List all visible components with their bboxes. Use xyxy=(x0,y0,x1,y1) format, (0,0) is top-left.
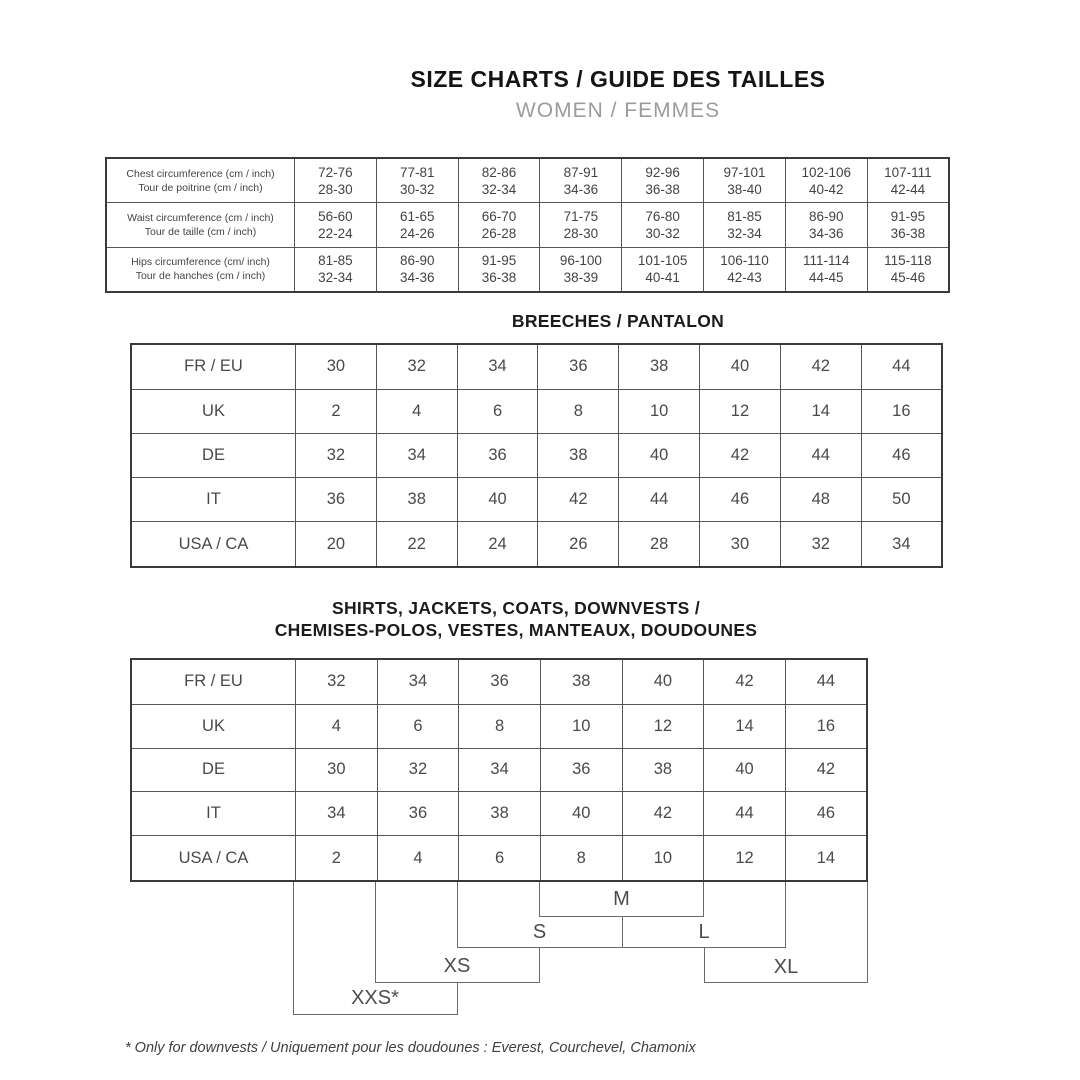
size-value-cell: 12 xyxy=(704,836,786,881)
size-value-cell: 34 xyxy=(459,748,541,792)
breeches-heading: BREECHES / PANTALON xyxy=(511,311,725,331)
size-value-cell: 26 xyxy=(538,522,619,567)
breeches-size-row xyxy=(131,478,942,522)
measurement-inch-range: 42-44 xyxy=(890,181,926,197)
breeches-size-row xyxy=(131,433,942,477)
breeches-size-table xyxy=(130,343,943,568)
size-system-label: FR / EU xyxy=(131,344,296,389)
measurement-cm-range: 81-85 xyxy=(318,253,353,269)
breeches-size-row xyxy=(131,522,942,567)
measurement-cm-range: 72-76 xyxy=(318,164,353,180)
size-value-cell: 32 xyxy=(296,659,378,704)
measurement-row-label xyxy=(106,203,295,247)
size-system-label: DE xyxy=(131,748,296,792)
size-value-cell: 22 xyxy=(376,522,457,567)
size-value-cell: 32 xyxy=(780,522,861,567)
measurement-inch-range: 24-26 xyxy=(399,225,435,241)
size-value-cell: 14 xyxy=(785,836,867,881)
shirts-heading-line1: SHIRTS, JACKETS, COATS, DOWNVESTS / xyxy=(331,598,700,618)
measurement-inch-range: 42-43 xyxy=(727,270,762,286)
size-value-cell: 50 xyxy=(861,478,942,522)
measurement-cm-range: 92-96 xyxy=(645,164,680,180)
size-value-cell: 20 xyxy=(296,522,377,567)
measurement-cell xyxy=(867,247,949,292)
measurement-cell xyxy=(540,203,622,247)
size-value-cell: 32 xyxy=(376,344,457,389)
size-value-cell: 40 xyxy=(540,792,622,836)
size-system-label: FR / EU xyxy=(131,659,296,704)
size-value-cell: 38 xyxy=(459,792,541,836)
measurement-cm-range: 107-111 xyxy=(884,164,932,180)
measurement-cm-range: 81-85 xyxy=(727,208,762,224)
measurement-cell xyxy=(704,203,786,247)
measurement-cell xyxy=(867,158,949,203)
size-value-cell: 34 xyxy=(376,433,457,477)
size-value-cell: 14 xyxy=(780,389,861,433)
measurement-cm-range: 106-110 xyxy=(720,253,769,269)
size-value-cell: 34 xyxy=(377,659,459,704)
footnote: * Only for downvests / Uniquement pour les doudounes : Everest, Courchevel, Chamonix xyxy=(125,1040,696,1056)
measurement-cell xyxy=(785,203,867,247)
size-value-cell: 10 xyxy=(540,704,622,748)
measurement-cm-range: 102-106 xyxy=(801,164,852,180)
measurement-cm-range: 66-70 xyxy=(481,208,517,224)
measurement-cm-range: 76-80 xyxy=(645,208,680,224)
size-value-cell: 12 xyxy=(700,389,781,433)
shirts-heading-line2: CHEMISES-POLOS, VESTES, MANTEAUX, DOUDOUNES xyxy=(274,619,758,640)
measurement-cm-range: 61-65 xyxy=(399,208,435,224)
size-value-cell: 42 xyxy=(780,344,861,389)
size-value-cell: 4 xyxy=(296,704,378,748)
measurement-cell xyxy=(622,247,704,292)
size-value-cell: 10 xyxy=(622,836,704,881)
measurement-inch-range: 45-46 xyxy=(890,270,926,286)
size-value-cell: 34 xyxy=(861,522,942,567)
measurement-cell xyxy=(704,158,786,203)
size-value-cell: 32 xyxy=(377,748,459,792)
size-value-cell: 42 xyxy=(538,478,619,522)
measurement-cell xyxy=(867,203,949,247)
measurement-inch-range: 38-40 xyxy=(727,181,762,197)
size-value-cell: 36 xyxy=(538,344,619,389)
measurement-cell xyxy=(295,203,377,247)
size-value-cell: 44 xyxy=(780,433,861,477)
measurement-cell xyxy=(785,247,867,292)
size-value-cell: 34 xyxy=(457,344,538,389)
size-value-cell: 2 xyxy=(296,836,378,881)
measurement-cm-range: 97-101 xyxy=(723,164,766,180)
size-value-cell: 38 xyxy=(538,433,619,477)
measurement-cm-range: 77-81 xyxy=(399,164,435,180)
shirts-size-row xyxy=(131,659,867,704)
size-system-label: IT xyxy=(131,478,296,522)
size-value-cell: 2 xyxy=(296,389,377,433)
size-system-label: USA / CA xyxy=(131,836,296,881)
size-value-cell: 38 xyxy=(540,659,622,704)
size-value-cell: 36 xyxy=(540,748,622,792)
measurement-cm-range: 56-60 xyxy=(318,208,353,224)
size-value-cell: 24 xyxy=(457,522,538,567)
measurement-cell xyxy=(785,158,867,203)
measurements-table xyxy=(105,157,950,293)
size-value-cell: 8 xyxy=(459,704,541,748)
measurement-cell xyxy=(622,203,704,247)
size-system-label: USA / CA xyxy=(131,522,296,567)
size-value-cell: 48 xyxy=(780,478,861,522)
bracket-xs-right-line xyxy=(539,948,540,983)
shirts-size-row xyxy=(131,704,867,748)
measurement-inch-range: 34-36 xyxy=(399,270,435,286)
measurement-label-en: Chest circumference (cm / inch) xyxy=(126,167,275,180)
measurement-cm-range: 101-105 xyxy=(637,253,688,269)
page-subtitle: WOMEN / FEMMES xyxy=(515,99,721,122)
measurement-cell xyxy=(376,203,458,247)
shirts-heading xyxy=(275,598,758,641)
measurement-inch-range: 36-38 xyxy=(481,270,517,286)
size-value-cell: 30 xyxy=(700,522,781,567)
measurement-inch-range: 34-36 xyxy=(563,181,599,197)
size-value-cell: 36 xyxy=(459,659,541,704)
size-value-cell: 28 xyxy=(619,522,700,567)
size-value-cell: 6 xyxy=(459,836,541,881)
measurement-cm-range: 82-86 xyxy=(481,164,517,180)
measurement-inch-range: 32-34 xyxy=(481,181,517,197)
size-value-cell: 6 xyxy=(457,389,538,433)
size-value-cell: 42 xyxy=(622,792,704,836)
size-value-cell: 46 xyxy=(785,792,867,836)
measurement-row-label xyxy=(106,158,295,203)
size-value-cell: 40 xyxy=(700,344,781,389)
measurement-cm-range: 91-95 xyxy=(481,253,517,269)
size-value-cell: 42 xyxy=(700,433,781,477)
size-value-cell: 44 xyxy=(785,659,867,704)
size-label-l: L xyxy=(698,921,710,943)
measurement-cell xyxy=(458,203,540,247)
measurement-inch-range: 36-38 xyxy=(645,181,680,197)
size-system-label: UK xyxy=(131,389,296,433)
measurement-label-en: Hips circumference (cm/ inch) xyxy=(131,256,270,269)
measurement-inch-range: 40-41 xyxy=(645,270,680,286)
size-value-cell: 4 xyxy=(377,836,459,881)
measurement-cm-range: 111-114 xyxy=(803,253,850,269)
size-value-cell: 8 xyxy=(540,836,622,881)
size-value-cell: 16 xyxy=(861,389,942,433)
measurement-cell xyxy=(458,247,540,292)
bracket-xxs-right-line xyxy=(457,983,458,1015)
size-value-cell: 6 xyxy=(377,704,459,748)
size-value-cell: 44 xyxy=(704,792,786,836)
shirts-size-row xyxy=(131,748,867,792)
size-value-cell: 14 xyxy=(704,704,786,748)
size-value-cell: 44 xyxy=(619,478,700,522)
breeches-size-row xyxy=(131,389,942,433)
measurement-inch-range: 28-30 xyxy=(563,225,599,241)
size-value-cell: 44 xyxy=(861,344,942,389)
shirts-size-row xyxy=(131,792,867,836)
size-value-cell: 38 xyxy=(622,748,704,792)
size-value-cell: 42 xyxy=(704,659,786,704)
size-label-s: S xyxy=(532,921,547,943)
size-value-cell: 46 xyxy=(861,433,942,477)
measurement-label-en: Waist circumference (cm / inch) xyxy=(127,211,274,224)
size-value-cell: 34 xyxy=(296,792,378,836)
measurement-cm-range: 87-91 xyxy=(563,164,599,180)
size-value-cell: 30 xyxy=(296,344,377,389)
measurement-inch-range: 38-39 xyxy=(563,270,599,286)
size-value-cell: 40 xyxy=(622,659,704,704)
measurement-cm-range: 115-118 xyxy=(884,253,932,269)
measurement-cell xyxy=(622,158,704,203)
measurement-label-fr: Tour de poitrine (cm / inch) xyxy=(138,181,263,194)
measurement-inch-range: 30-32 xyxy=(645,225,680,241)
measurement-cm-range: 86-90 xyxy=(399,253,435,269)
measurement-inch-range: 26-28 xyxy=(481,225,517,241)
size-value-cell: 46 xyxy=(700,478,781,522)
measurement-cell xyxy=(376,158,458,203)
size-value-cell: 40 xyxy=(704,748,786,792)
breeches-size-row xyxy=(131,344,942,389)
size-system-label: IT xyxy=(131,792,296,836)
size-label-xl: XL xyxy=(773,956,799,978)
size-label-xs: XS xyxy=(443,955,471,977)
size-value-cell: 4 xyxy=(376,389,457,433)
measurement-cell xyxy=(376,247,458,292)
size-value-cell: 38 xyxy=(619,344,700,389)
measurement-cell xyxy=(704,247,786,292)
size-value-cell: 8 xyxy=(538,389,619,433)
size-label-xxs: XXS* xyxy=(351,987,399,1009)
shirts-size-row xyxy=(131,836,867,881)
size-value-cell: 36 xyxy=(296,478,377,522)
measurement-inch-range: 22-24 xyxy=(318,225,353,241)
measurement-row-label xyxy=(106,247,295,292)
measurement-inch-range: 30-32 xyxy=(399,181,435,197)
measurement-inch-range: 44-45 xyxy=(809,270,844,286)
measurement-inch-range: 34-36 xyxy=(809,225,844,241)
measurement-cell xyxy=(540,158,622,203)
size-value-cell: 30 xyxy=(296,748,378,792)
measurement-inch-range: 40-42 xyxy=(809,181,844,197)
measurement-cm-range: 71-75 xyxy=(563,208,599,224)
size-system-label: DE xyxy=(131,433,296,477)
size-value-cell: 10 xyxy=(619,389,700,433)
page-title: SIZE CHARTS / GUIDE DES TAILLES xyxy=(410,66,826,92)
size-label-m: M xyxy=(613,888,630,910)
measurement-inch-range: 28-30 xyxy=(318,181,353,197)
measurement-cm-range: 91-95 xyxy=(890,208,926,224)
measurement-row xyxy=(106,247,949,292)
size-value-cell: 38 xyxy=(376,478,457,522)
measurement-cell xyxy=(540,247,622,292)
measurement-row xyxy=(106,158,949,203)
measurement-inch-range: 32-34 xyxy=(318,270,353,286)
measurement-cm-range: 86-90 xyxy=(809,208,844,224)
shirts-size-table xyxy=(130,658,868,882)
measurement-label-fr: Tour de hanches (cm / inch) xyxy=(135,270,266,283)
size-value-cell: 16 xyxy=(785,704,867,748)
measurement-label-fr: Tour de taille (cm / inch) xyxy=(144,225,257,238)
size-value-cell: 36 xyxy=(377,792,459,836)
measurement-row xyxy=(106,203,949,247)
size-value-cell: 40 xyxy=(619,433,700,477)
measurement-inch-range: 36-38 xyxy=(890,225,926,241)
measurement-cell xyxy=(295,158,377,203)
measurement-cell xyxy=(458,158,540,203)
size-value-cell: 12 xyxy=(622,704,704,748)
size-value-cell: 40 xyxy=(457,478,538,522)
size-system-label: UK xyxy=(131,704,296,748)
size-value-cell: 32 xyxy=(296,433,377,477)
measurement-cell xyxy=(295,247,377,292)
size-value-cell: 42 xyxy=(785,748,867,792)
measurement-inch-range: 32-34 xyxy=(727,225,762,241)
size-value-cell: 36 xyxy=(457,433,538,477)
measurement-cm-range: 96-100 xyxy=(559,253,602,269)
